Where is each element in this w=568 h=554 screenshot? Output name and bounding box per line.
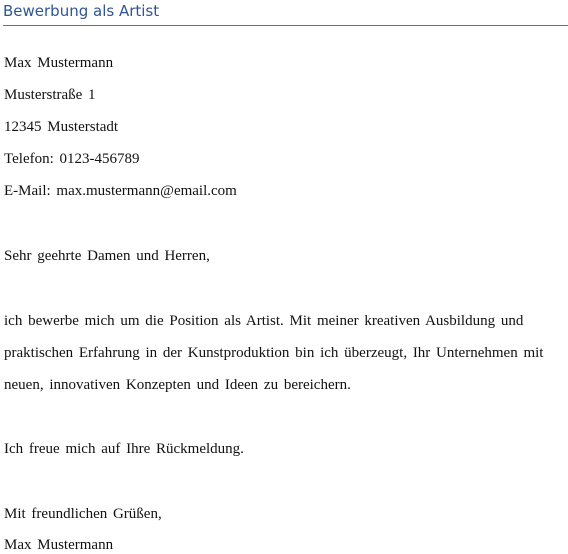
document-title: Bewerbung als Artist bbox=[3, 2, 160, 20]
sender-email: E-Mail: max.mustermann@email.com bbox=[4, 183, 237, 199]
salutation: Sehr geehrte Damen und Herren, bbox=[4, 248, 210, 264]
sender-phone: Telefon: 0123-456789 bbox=[4, 151, 140, 167]
title-divider bbox=[3, 25, 568, 26]
sender-city: 12345 Musterstadt bbox=[4, 119, 119, 135]
sender-street: Musterstraße 1 bbox=[4, 87, 96, 103]
closing-phrase: Mit freundlichen Grüßen, bbox=[4, 506, 162, 522]
body-line: praktischen Erfahrung in der Kunstproduktion bin ich überzeugt, Ihr Unternehmen mit bbox=[4, 345, 544, 361]
sender-name: Max Mustermann bbox=[4, 55, 114, 71]
body-line: ich bewerbe mich um die Position als Artist. Mit meiner kreativen Ausbildung und bbox=[4, 313, 524, 329]
signature-name: Max Mustermann bbox=[4, 537, 114, 553]
closing-sentence: Ich freue mich auf Ihre Rückmeldung. bbox=[4, 441, 244, 457]
body-line: neuen, innovativen Konzepten und Ideen zu bereichern. bbox=[4, 377, 351, 393]
